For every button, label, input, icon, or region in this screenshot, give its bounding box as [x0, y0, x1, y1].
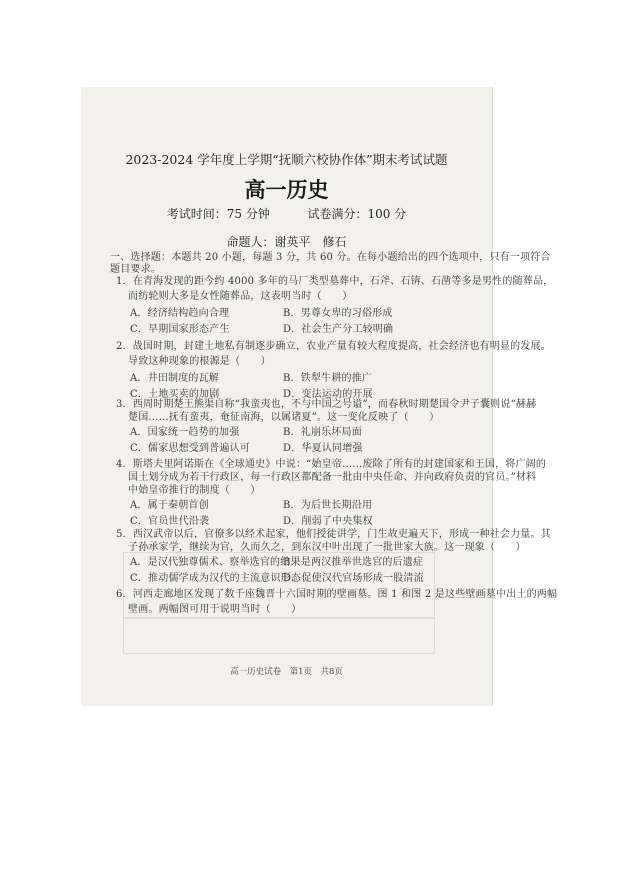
answer-option: C．儒家思想受到普遍认可 — [130, 443, 251, 454]
question-text: 壁画。两幅图可用于说明当时（ ） — [128, 604, 302, 615]
answer-option: B．礼崩乐坏局面 — [283, 427, 362, 438]
answer-option: D．变法运动的开展 — [283, 389, 373, 400]
answer-option: A．经济结构趋向合理 — [130, 308, 230, 319]
section-intro-cont: 题目要求。 — [110, 264, 161, 275]
question-text: 6．河西走廊地区发现了数千座魏晋十六国时期的壁画墓。图 1 和图 2 是这些壁画墓中出土的两幅 — [116, 589, 558, 600]
answer-option: B．是两汉推举世选官的后遗症 — [283, 557, 424, 568]
answer-option: A．井田制度的瓦解 — [130, 373, 220, 384]
answer-option: B．男尊女卑的习俗形成 — [283, 308, 393, 319]
answer-option: B．铁犁牛耕的推广 — [283, 373, 373, 384]
exam-time: 考试时间：75 分钟 — [166, 207, 270, 221]
answer-option: D．促使汉代官场形成一股清流 — [283, 573, 424, 584]
answer-option: A．是汉代独尊儒术、察举选官的结果 — [130, 557, 301, 568]
question-text: 1．在青海发现的距今约 4000 多年的马厂类型墓葬中，石斧、石锛、石凿等多是男性的随葬品， — [116, 276, 554, 287]
answer-option: B．为后世长期沿用 — [283, 500, 373, 511]
bleed-through-table-row — [123, 617, 435, 619]
section-intro: 一、选择题：本题共 20 小题，每题 3 分，共 60 分。在每小题给出的四个选项中，只有一项符合 — [110, 252, 551, 263]
question-text: 5．西汉武帝以后，官僚多以经术起家，他们授徒讲学，门生故吏遍天下，形成一种社会力量。其 — [116, 529, 551, 540]
question-text: 3．西周时期楚王熊渠自称“我蛮夷也，不与中国之号谥”，而春秋时期楚国令尹子囊则说“赫赫 — [116, 399, 537, 410]
exam-info — [81, 205, 492, 222]
answer-option: A．属于秦朝首创 — [130, 500, 209, 511]
answer-option: C．官员世代沿袭 — [130, 516, 210, 527]
question-text: 导致这种现象的根源是（ ） — [128, 356, 271, 367]
page-footer: 高一历史试卷 第1页 共8页 — [230, 667, 343, 677]
subject-title: 高一历史 — [244, 178, 329, 202]
question-text: 4．斯塔夫里阿诺斯在《全球通史》中说：“始皇帝……废除了所有的封建国家和王国，将广阔的 — [116, 459, 547, 470]
question-text: 子孙承家学，继续为官，久而久之，到东汉中叶出现了一批世家大族。这一现象（ ） — [128, 542, 526, 553]
full-score: 试卷满分：100 分 — [307, 207, 407, 221]
answer-option: C．土地买卖的加剧 — [130, 389, 220, 400]
question-text: 楚国……抚有蛮夷，奄征南海，以属诸夏”。这一变化反映了（ ） — [128, 412, 440, 423]
answer-option: C．早期国家形态产生 — [130, 324, 230, 335]
exam-title: 2023-2024 学年度上学期“抚顺六校协作体”期末考试试题 — [125, 152, 448, 167]
answer-option: D．华夏认同增强 — [283, 443, 363, 454]
answer-option: C．推动儒学成为汉代的主流意识形态 — [130, 573, 302, 584]
answer-option: A．国家统一趋势的加强 — [130, 427, 240, 438]
answer-option: D．削弱了中央集权 — [283, 516, 373, 527]
answer-option: D．社会生产分工较明确 — [283, 324, 394, 335]
question-text: 2．战国时期，封建土地私有制逐步确立，农业产量有较大程度提高，社会经济也有明显的发展。 — [116, 341, 551, 352]
question-text: 而纺轮则大多是女性随葬品，这表明当时（ ） — [128, 291, 353, 302]
question-text: 中始皇帝推行的制度（ ） — [128, 485, 261, 496]
exam-page — [81, 87, 558, 706]
authors: 命题人：谢英平 修石 — [226, 235, 347, 249]
question-text: 国土划分成为若干行政区，每一行政区都配备一批由中央任命、并向政府负责的官员。”材料 — [128, 472, 537, 483]
